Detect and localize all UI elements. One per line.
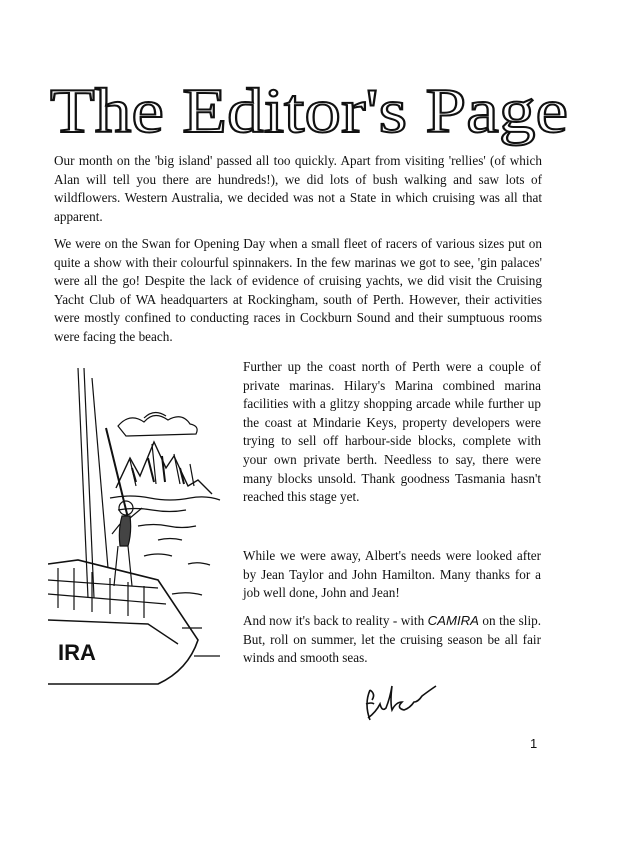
paragraph-swan: We were on the Swan for Opening Day when a small fleet of racers of various sizes put on quite a show with their colourful spinnakers. In the few marinas we got to see, 'gin palaces' were all the go! Despite the lack of evidence of cruising yachts, we did visit the Cruising Yacht Club of WA headquarters at Rockingham, south of Perth. However, their activities were mostly confined to conducting races in Cockburn Sound and their sumptuous rooms were facing the beach. <box>54 236 542 344</box>
rigging-line <box>92 378 108 568</box>
boat-name: CAMIRA <box>427 613 479 628</box>
wave <box>158 539 182 541</box>
fisherman-body <box>119 516 130 546</box>
paragraph-intro: Our month on the 'big island' passed all too quickly. Apart from visiting 'rellies' (of which Alan will tell you there are hundreds!), we did lots of bush walking and saw lots of wildflowers. Western Australia, we decided was not a State in which cruising was all that apparent. <box>54 153 542 224</box>
mast-line <box>78 368 88 598</box>
closing-text-end: on the slip. But, roll on summer, let the cruising season be all fair winds and smooth seas. <box>243 613 541 666</box>
hull-lettering: IRA <box>58 640 96 665</box>
wave <box>182 628 220 656</box>
boat-rail <box>48 580 166 604</box>
page-title <box>50 68 570 148</box>
cloud <box>118 415 197 436</box>
wave <box>138 525 196 528</box>
signature-stroke <box>366 686 436 720</box>
boat-hull <box>48 560 198 684</box>
fisherman-legs <box>114 546 132 586</box>
closing-text-start: And now it's back to reality - with <box>243 613 428 628</box>
page-title-text: The Editor's Page <box>50 75 568 146</box>
wave <box>172 593 202 595</box>
paragraph-marinas: Further up the coast north of Perth were a couple of private marinas. Hilary's Marina combined marina facilities with a glitzy shopping arcade while further up the coast at Mindarie Keys, property developers were trying to sell off harbour-side blocks, complete with your own private berth. Needless to say, there were many blocks unsold. Thank goodness Tasmania hasn't reached this stage yet. <box>243 359 541 505</box>
wave <box>144 554 172 556</box>
rod <box>106 428 128 518</box>
paragraph-closing <box>243 612 541 668</box>
wave <box>110 496 220 500</box>
editor-signature <box>362 682 442 724</box>
wave <box>188 563 210 565</box>
wave <box>118 509 186 512</box>
paragraph-thanks: While we were away, Albert's needs were looked after by Jean Taylor and John Hamilton. Many thanks for a job well done, John and Jean! <box>243 548 541 601</box>
page-number: 1 <box>530 736 538 751</box>
sailing-illustration <box>48 368 236 686</box>
